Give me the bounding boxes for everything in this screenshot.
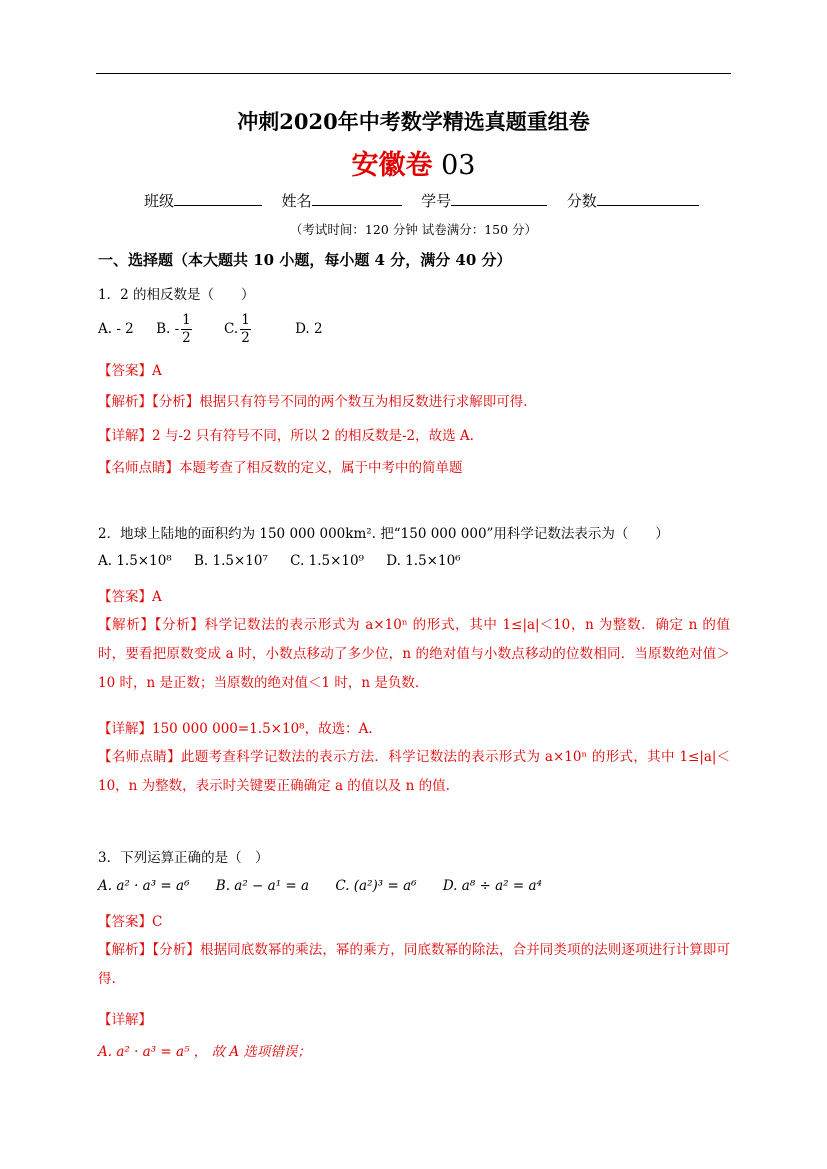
field-label-score: 分数 [566, 192, 597, 210]
q2-stem: 2．地球上陆地的面积约为 150 000 000km². 把“150 000 000”用科学记数法表示为（ ） [98, 526, 669, 542]
fraction-denominator: 2 [182, 330, 191, 346]
q3-option-a: A. a² · a³ = a⁶ [98, 878, 190, 894]
q3-detail-line-a: A. a² · a³ = a⁵ ， 故 A 选项错误； [98, 1044, 311, 1060]
q1-option-c [224, 312, 253, 347]
q3-options [98, 878, 542, 894]
q2-option-c: C. 1.5×10⁹ [290, 553, 364, 569]
q1-option-b-label: B. - [156, 321, 180, 337]
subtitle-province: 安徽卷 [351, 150, 433, 181]
section-heading: 一、选择题（本大题共 10 小题，每小题 4 分，满分 40 分） [98, 251, 512, 269]
q3-option-b: B. a² − a¹ = a [215, 878, 310, 894]
page-subtitle [0, 143, 827, 182]
q3-stem: 3．下列运算正确的是（ ） [98, 850, 269, 866]
q2-option-d: D. 1.5×10⁶ [386, 553, 461, 569]
fraction-numerator: 1 [241, 312, 250, 328]
header-rule [96, 73, 731, 74]
q2-comment: 【名师点睛】此题考查科学记数法的表示方法．科学记数法的表示形式为 a×10ⁿ 的形式，其中 1≤|a|＜10，n 为整数，表示时关键要正确确定 a 的值以及 n 的值. [98, 749, 730, 794]
q2-analysis: 【解析】【分析】科学记数法的表示形式为 a×10ⁿ 的形式，其中 1≤|a|＜10，n 为整数．确定 n 的值时，要看把原数变成 a 时，小数点移动了多少位，n 的绝对值与小数点移动的位数相同．当原数绝对值＞10 时，n 是正数；当原数的绝对值＜1 时，n 是负数． [98, 617, 730, 691]
q1-analysis: 【解析】【分析】根据只有符号不同的两个数互为相反数进行求解即可得. [98, 394, 528, 410]
field-label-id: 学号 [421, 192, 452, 210]
q2-detail: 【详解】150 000 000=1.5×10⁸，故选：A. [98, 721, 373, 737]
q2-option-a: A. 1.5×10⁸ [98, 553, 172, 569]
q1-option-d: D. 2 [295, 321, 323, 337]
field-blank-name[interactable] [312, 191, 402, 206]
q3-option-d: D. a⁸ ÷ a² = a⁴ [442, 878, 542, 894]
q3-answer: 【答案】C [98, 914, 163, 930]
fraction [181, 312, 192, 347]
q2-option-b: B. 1.5×10⁷ [194, 553, 268, 569]
field-label-name: 姓名 [281, 192, 312, 210]
field-blank-score[interactable] [597, 191, 699, 206]
page-title: 冲刺2020年中考数学精选真题重组卷 [237, 109, 590, 134]
q2-options [98, 553, 461, 569]
field-blank-class[interactable] [174, 191, 262, 206]
q1-option-c-label: C. [224, 321, 239, 337]
q1-options [98, 312, 323, 347]
q1-comment: 【名师点睛】本题考查了相反数的定义，属于中考中的简单题 [98, 460, 463, 476]
q3-analysis: 【解析】【分析】根据同底数幂的乘法，幂的乘方，同底数幂的除法，合并同类项的法则逐项进行计算即可得. [98, 942, 730, 987]
q1-option-a: A. - 2 [98, 321, 134, 337]
fraction-denominator: 2 [241, 330, 250, 346]
q1-stem: 1．2 的相反数是（ ） [98, 287, 255, 303]
q3-detail: 【详解】 [98, 1012, 152, 1028]
fraction-numerator: 1 [182, 312, 191, 328]
exam-info: （考试时间：120 分钟 试卷满分：150 分） [289, 222, 538, 237]
field-label-class: 班级 [144, 192, 175, 210]
q1-answer: 【答案】A [98, 363, 162, 379]
fraction [240, 312, 251, 347]
student-info-fields [144, 190, 699, 211]
subtitle-number: 03 [432, 150, 476, 181]
q2-answer: 【答案】A [98, 589, 162, 605]
field-blank-id[interactable] [451, 191, 547, 206]
q1-detail: 【详解】2 与-2 只有符号不同，所以 2 的相反数是-2，故选 A. [98, 428, 474, 444]
q1-option-b [156, 312, 194, 347]
q3-option-c: C. (a²)³ = a⁶ [335, 878, 417, 894]
